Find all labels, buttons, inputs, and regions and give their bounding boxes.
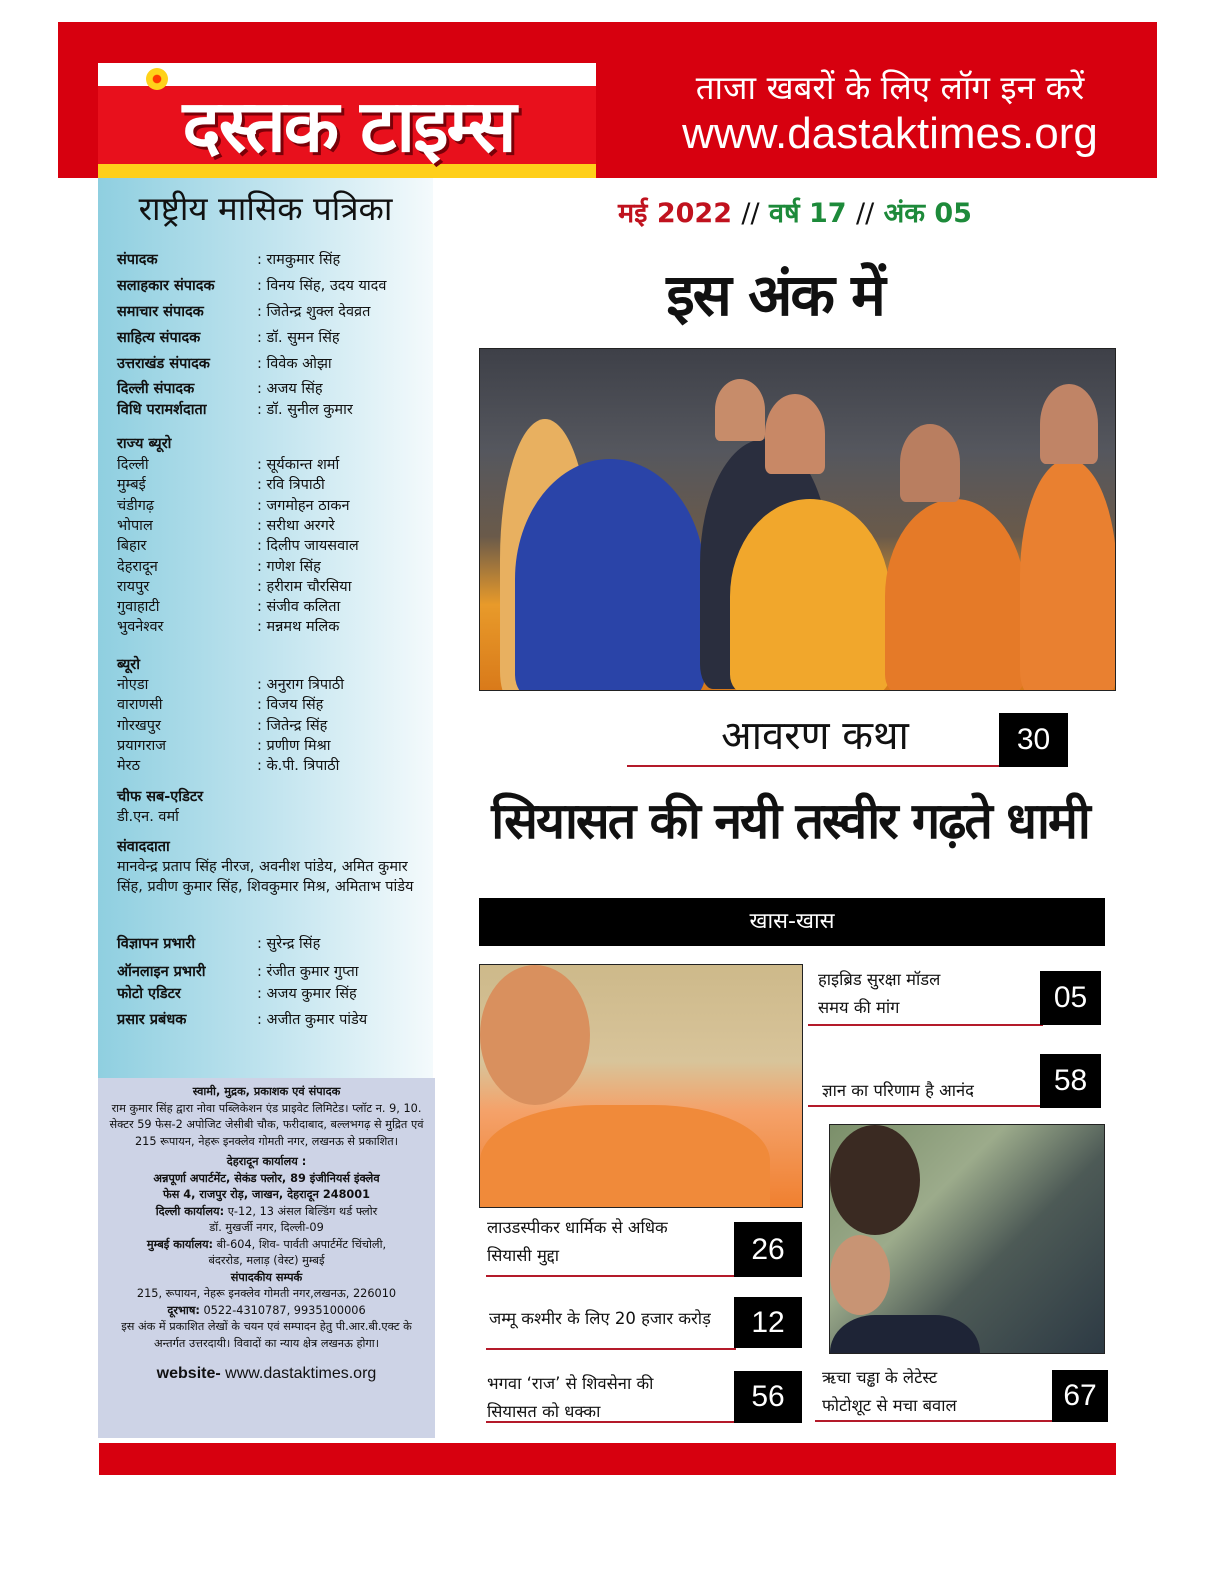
row-label: बिहार <box>117 538 147 555</box>
row-value: : डॉ. सुनील कुमार <box>257 402 353 418</box>
contents-item-title[interactable] <box>487 1370 653 1426</box>
bureau-row <box>117 454 427 476</box>
contents-item-title[interactable] <box>489 1305 711 1333</box>
row-value: : हरीराम चौरसिया <box>257 578 352 595</box>
row-label: समाचार संपादक <box>117 304 204 320</box>
sun-icon <box>146 68 168 90</box>
row-value: : मन्नमथ मलिक <box>257 619 340 636</box>
photo-figure <box>830 1315 980 1354</box>
editorial-address: 215, रूपायन, नेहरू इनक्लेव गोमती नगर,लखनऊ, 226010 <box>136 1287 397 1300</box>
row-label: भुवनेश्वर <box>117 619 164 636</box>
issue-separator: // <box>741 198 760 229</box>
row-value: : गणेश सिंह <box>257 558 321 575</box>
editor-row <box>117 275 427 297</box>
row-label: विज्ञापन प्रभारी <box>117 936 196 952</box>
contents-item-page-number[interactable]: 56 <box>734 1371 802 1423</box>
logo-text: दस्तक टाइम्स <box>182 84 515 168</box>
bureau-row <box>117 515 427 537</box>
row-value: : के.पी. त्रिपाठी <box>257 758 340 775</box>
dehradun-address-1: अन्नपूर्णा अपार्टमेंट, सेकंड फ्लोर, 89 इंजीनियर्स इंक्लेव <box>153 1171 380 1185</box>
row-value: : रामकुमार सिंह <box>257 252 341 268</box>
cover-story-underline <box>627 765 1002 767</box>
dehradun-address-2: फेस 4, राजपुर रोड़, जाखन, देहरादून 248001 <box>162 1188 371 1201</box>
row-value: : सुरेन्द्र सिंह <box>257 936 321 952</box>
row-label: उत्तराखंड संपादक <box>117 356 210 372</box>
header-url[interactable]: www.dastaktimes.org <box>682 109 1098 158</box>
issue-month-year: मई 2022 <box>618 198 732 229</box>
loudspeaker-story-photo[interactable] <box>479 964 803 1208</box>
masthead-logo <box>98 63 596 178</box>
title-line: ऋचा चड्ढा के लेटेस्ट <box>822 1368 938 1387</box>
photo-figure <box>885 499 1025 691</box>
bureau-row <box>117 616 427 638</box>
staff-row <box>117 1009 427 1031</box>
special-section-bar: खास-खास <box>479 898 1105 946</box>
bureau-row <box>117 535 427 557</box>
title-line: ज्ञान का परिणाम है आनंद <box>822 1081 974 1100</box>
bureau-row <box>117 694 427 716</box>
bureau-row <box>117 674 427 696</box>
contents-item-title[interactable] <box>818 966 940 1022</box>
contents-item-underline <box>486 1275 736 1277</box>
row-value: : जितेन्द्र शुक्ल देवव्रत <box>257 304 371 320</box>
photo-figure <box>1040 384 1098 464</box>
delhi-address-1: ए-12, 13 अंसल बिल्डिंग थर्ड फ्लोर <box>227 1204 378 1218</box>
row-value: : अजीत कुमार पांडेय <box>257 1012 368 1028</box>
title-line: भगवा ‘राज’ से शिवसेना की <box>487 1374 654 1393</box>
row-label: प्रयागराज <box>117 737 167 754</box>
row-label: मुम्बई <box>117 477 146 494</box>
cover-story-headline[interactable]: सियासत की नयी तस्वीर गढ़ते धामी <box>491 792 1089 850</box>
correspondents-heading: संवाददाता <box>117 839 170 855</box>
bureau-row <box>117 596 427 618</box>
imprint-heading: स्वामी, मुद्रक, प्रकाशक एवं संपादक <box>192 1085 341 1098</box>
website-link[interactable]: www.dastaktimes.org <box>225 1365 377 1382</box>
delhi-office-label: दिल्ली कार्यालय: <box>155 1204 225 1218</box>
row-value: : सूर्यकान्त शर्मा <box>257 457 340 473</box>
contents-heading: इस अंक में <box>666 261 884 329</box>
row-value: : दिलीप जायसवाल <box>257 538 359 555</box>
contents-item-title[interactable] <box>822 1364 957 1420</box>
row-value: : सरीथा अरगरे <box>257 517 335 534</box>
cover-story-label: आवरण कथा <box>721 713 909 759</box>
contents-item-page-number[interactable]: 58 <box>1040 1054 1101 1108</box>
website-label: website- <box>156 1365 221 1382</box>
row-label: साहित्य संपादक <box>117 330 201 346</box>
row-label: गुवाहाटी <box>117 599 160 616</box>
row-label: वाराणसी <box>117 697 163 714</box>
delhi-address-2: डॉ. मुखर्जी नगर, दिल्ली-09 <box>209 1221 324 1234</box>
title-line: फोटोशूट से मचा बवाल <box>822 1396 957 1415</box>
row-label: ऑनलाइन प्रभारी <box>117 964 206 980</box>
photo-figure <box>730 499 890 691</box>
row-label: देहरादून <box>117 558 158 575</box>
row-label: प्रसार प्रबंधक <box>117 1012 187 1028</box>
photo-figure <box>480 1105 770 1208</box>
photo-figure <box>1020 459 1116 691</box>
editor-row <box>117 399 427 421</box>
mumbai-address-1: बी-604, शिव- पार्वती अपार्टमेंट चिंचोली, <box>216 1237 387 1251</box>
row-label: गोरखपुर <box>117 717 161 734</box>
row-label: भोपाल <box>117 517 153 534</box>
editor-row <box>117 353 427 375</box>
row-value: : विनय सिंह, उदय यादव <box>257 278 387 294</box>
cover-story-page-number[interactable]: 30 <box>999 713 1068 767</box>
photo-figure <box>515 459 705 691</box>
photoshoot-story-photo[interactable] <box>829 1124 1105 1354</box>
dehradun-office-label: देहरादून कार्यालय : <box>226 1155 307 1168</box>
row-value: : संजीव कलिता <box>257 599 341 616</box>
editorial-contact-label: संपादकीय सम्पर्क <box>230 1270 303 1284</box>
issue-line <box>560 196 1030 232</box>
contents-item-underline <box>486 1348 736 1350</box>
title-line: हाइब्रिड सुरक्षा मॉडल <box>818 970 941 989</box>
photo-figure <box>900 424 960 502</box>
row-value: : अजय सिंह <box>257 381 323 397</box>
state-bureau-heading: राज्य ब्यूरो <box>117 436 172 452</box>
imprint-box <box>98 1078 435 1438</box>
row-label: फोटो एडिटर <box>117 986 181 1002</box>
mumbai-address-2: बंदररोड, मलाड़ (वेस्ट) मुम्बई <box>208 1254 325 1267</box>
staff-row <box>117 933 427 955</box>
row-label: मेरठ <box>117 758 141 775</box>
row-label: दिल्ली संपादक <box>117 381 195 397</box>
footer-band <box>99 1443 1116 1475</box>
bureau-heading: ब्यूरो <box>117 657 140 673</box>
issue-number: अंक 05 <box>883 198 972 229</box>
phone-label: दूरभाष: <box>167 1303 200 1317</box>
bureau-row <box>117 556 427 578</box>
row-value: : रवि त्रिपाठी <box>257 477 325 494</box>
row-label: दिल्ली <box>117 457 149 473</box>
contents-item-page-number[interactable]: 26 <box>734 1222 802 1277</box>
editor-row <box>117 301 427 323</box>
bureau-row <box>117 576 427 598</box>
editor-row <box>117 327 427 349</box>
contents-item-title[interactable] <box>487 1214 668 1270</box>
legal-disclaimer: इस अंक में प्रकाशित लेखों के चयन एवं सम्पादन हेतु पी.आर.बी.एक्ट के अन्तर्गत उत्तरदायी। विवादों का न्याय क्षेत्र लखनऊ होगा। <box>121 1320 412 1350</box>
row-value: : डॉ. सुमन सिंह <box>257 330 340 346</box>
title-line: सियासत को धक्का <box>487 1402 601 1421</box>
bureau-row <box>117 495 427 517</box>
issue-year: वर्ष 17 <box>769 198 847 229</box>
row-value: : विवेक ओझा <box>257 356 332 372</box>
contents-item-title[interactable] <box>822 1077 974 1105</box>
cover-story-photo[interactable] <box>479 348 1116 691</box>
contents-item-underline <box>808 1105 1043 1107</box>
staff-row <box>117 961 427 983</box>
bureau-row <box>117 755 427 777</box>
contents-item-page-number[interactable]: 12 <box>734 1297 802 1348</box>
contents-item-page-number[interactable]: 05 <box>1040 971 1101 1025</box>
row-label: विधि परामर्शदाता <box>117 402 207 418</box>
row-label: चंडीगढ़ <box>117 497 155 514</box>
correspondents-names: मानवेन्द्र प्रताप सिंह नीरज, अवनीश पांडेय, अमित कुमार सिंह, प्रवीण कुमार सिंह, शिवकुमार मिश्र, अमिताभ पांडेय <box>117 859 414 895</box>
photo-figure <box>480 965 590 1105</box>
bureau-row <box>117 474 427 496</box>
chief-sub-editor-name: डी.एन. वर्मा <box>117 809 179 825</box>
photo-figure <box>830 1125 920 1235</box>
phone-number: 0522-4310787, 9935100006 <box>203 1303 366 1317</box>
imprint-printer-text: राम कुमार सिंह द्वारा नोवा पब्लिकेशन एंड प्राइवेट लिमिटेड। प्लॉट न. 9, 10. सेक्टर 59 फेस-2 अपोजिट जेसीबी चौक, फरीदाबाद, बल्लभगढ़ से मुद्रित एवं 215 रूपायन, नेहरू इनक्लेव गोमती नगर, लखनऊ से प्रकाशित। <box>109 1101 424 1148</box>
contents-item-underline <box>815 1420 1055 1422</box>
row-label: सलाहकार संपादक <box>117 278 215 294</box>
bureau-row <box>117 735 427 757</box>
editor-row <box>117 378 427 400</box>
row-value: : जितेन्द्र सिंह <box>257 717 328 734</box>
title-line: समय की मांग <box>818 998 900 1017</box>
row-value: : अनुराग त्रिपाठी <box>257 677 345 693</box>
row-label: संपादक <box>117 252 158 268</box>
contents-item-page-number[interactable]: 67 <box>1052 1370 1108 1422</box>
row-value: : अजय कुमार सिंह <box>257 986 357 1002</box>
title-line: जम्मू कश्मीर के लिए 20 हजार करोड़ <box>489 1309 711 1328</box>
row-value: : जगमोहन ठाकन <box>257 497 350 514</box>
row-label: रायपुर <box>117 578 150 595</box>
mumbai-office-label: मुम्बई कार्यालय: <box>146 1237 214 1251</box>
row-value: : रंजीत कुमार गुप्ता <box>257 964 359 980</box>
issue-separator: // <box>856 198 875 229</box>
contents-item-underline <box>486 1421 736 1423</box>
title-line: सियासी मुद्दा <box>487 1246 560 1265</box>
header-tagline: ताजा खबरों के लिए लॉग इन करें <box>695 68 1085 107</box>
photo-figure <box>765 394 825 474</box>
editor-row <box>117 249 427 271</box>
contents-item-underline <box>808 1024 1043 1026</box>
chief-sub-editor-heading: चीफ सब-एडिटर <box>117 789 204 805</box>
row-value: : प्रणीण मिश्रा <box>257 737 331 754</box>
sidebar-title: राष्ट्रीय मासिक पत्रिका <box>138 189 393 228</box>
bureau-row <box>117 715 427 737</box>
photo-figure <box>715 379 765 441</box>
row-value: : विजय सिंह <box>257 697 324 714</box>
staff-row <box>117 983 427 1005</box>
photo-figure <box>830 1235 890 1315</box>
row-label: नोएडा <box>117 677 149 693</box>
title-line: लाउडस्पीकर धार्मिक से अधिक <box>487 1218 668 1237</box>
